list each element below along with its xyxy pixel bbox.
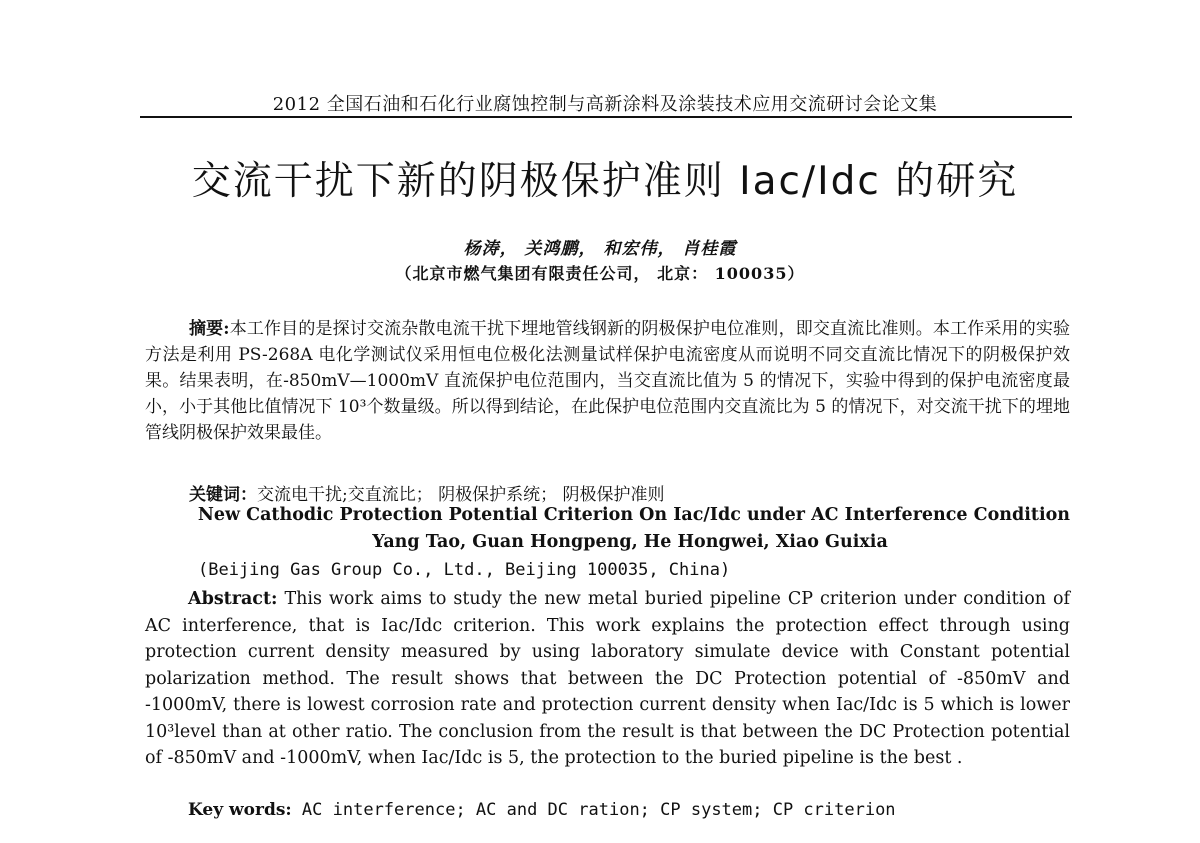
abstract-en-label: Abstract: [188,589,278,609]
header-divider [140,116,1072,118]
abstract-en-text: This work aims to study the new metal buried pipeline CP criterion under condition of AC interference, that is Iac/Idc criterion. This work explains the protection effect through using protection current density measured by using laboratory simulate device with Constant potential polarization method. The result shows that between the DC Protection potential of -850mV and -1000mV, there is lowest corrosion rate and protection current density when Iac/Idc is 5 which is lower 10³level than at other ratio. The conclusion from the result is that between the DC Protection potential of -850mV and -1000mV, when Iac/Idc is 5, the protection to the buried pipeline is the best . [145,589,1070,768]
keywords-en-text: AC interference; AC and DC ration; CP system; CP criterion [291,800,896,820]
affiliation-cn: （北京市燃气集团有限责任公司， 北京： 100035） [395,264,805,283]
journal-header: 2012 全国石油和石化行业腐蚀控制与高新涂料及涂装技术应用交流研讨会论文集 [272,94,938,115]
keywords-cn-text: 交流电干扰;交直流比； 阴极保护系统； 阴极保护准则 [257,485,665,505]
keywords-cn [189,480,665,505]
affiliation-en: (Beijing Gas Group Co., Ltd., Beijing 100035, China) [198,560,731,580]
abstract-cn-text: 本工作目的是探讨交流杂散电流干扰下埋地管线钢新的阴极保护电位准则，即交直流比准则。本工作采用的实验方法是利用 PS-268A 电化学测试仪采用恒电位极化法测量试样保护电流密度从而说明不同交直流比情况下的阴极保护效果。结果表明，在-850mV—1000mV 直流保护电位范围内，当交直流比值为 5 的情况下，实验中得到的保护电流密度最小，小于其他比值情况下 10³个数量级。所以得到结论，在此保护电位范围内交直流比为 5 的情况下，对交流干扰下的埋地管线阴极保护效果最佳。 [145,319,1070,443]
keywords-cn-label: 关键词： [189,485,257,505]
abstract-en [145,586,1070,772]
paper-title-en: New Cathodic Protection Potential Criterion On Iac/Idc under AC Interference Condition [197,505,1070,525]
authors-en: Yang Tao, Guan Hongpeng, He Hongwei, Xiao Guixia [372,532,888,552]
keywords-en-label: Key words: [188,800,292,820]
paper-title-cn: 交流干扰下新的阴极保护准则 Iac/Idc 的研究 [191,159,1019,204]
abstract-cn-label: 摘要: [189,319,230,339]
abstract-cn [145,316,1070,446]
keywords-en [188,800,896,820]
authors-cn: 杨涛， 关鸿鹏， 和宏伟， 肖桂霞 [463,239,737,259]
